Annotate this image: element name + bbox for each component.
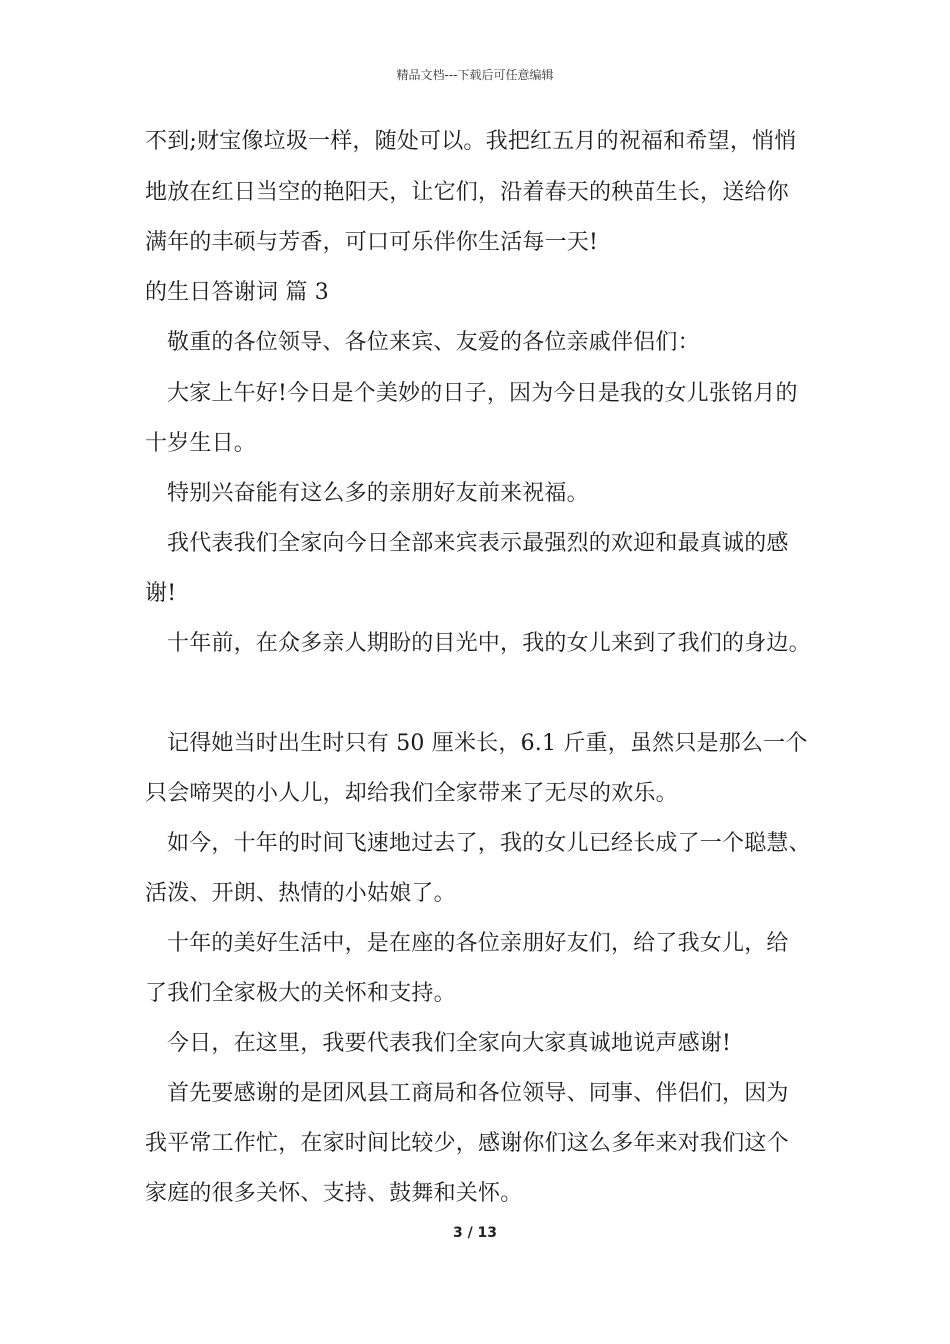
section-heading: 的生日答谢词 篇 3 bbox=[145, 280, 329, 305]
body-line: 我平常工作忙，在家时间比较少，感谢你们这么多年来对我们这个 bbox=[145, 1131, 789, 1156]
body-line: 我代表我们全家向今日全部来宾表示最强烈的欢迎和最真诚的感 bbox=[167, 531, 789, 556]
body-line: 敬重的各位领导、各位来宾、友爱的各位亲戚伴侣们： bbox=[167, 330, 700, 355]
body-line: 地放在红日当空的艳阳天，让它们，沿着春天的秧苗生长，送给你 bbox=[145, 180, 789, 205]
body-line: 了我们全家极大的关怀和支持。 bbox=[145, 981, 456, 1006]
body-line: 今日，在这里，我要代表我们全家向大家真诚地说声感谢! bbox=[167, 1031, 732, 1056]
body-line: 首先要感谢的是团风县工商局和各位领导、同事、伴侣们，因为 bbox=[167, 1081, 789, 1106]
body-line: 十岁生日。 bbox=[145, 431, 257, 456]
page-number: 3 / 13 bbox=[452, 1225, 498, 1241]
body-line: 十年的美好生活中，是在座的各位亲朋好友们，给了我女儿，给 bbox=[167, 931, 789, 956]
body-line: 大家上午好!今日是个美妙的日子，因为今日是我的女儿张铭月的 bbox=[167, 381, 798, 406]
body-line: 记得她当时出生时只有 50 厘米长，6.1 斤重，虽然只是那么一个 bbox=[167, 731, 808, 756]
body-line: 谢! bbox=[145, 581, 177, 606]
body-line: 只会啼哭的小人儿，却给我们全家带来了无尽的欢乐。 bbox=[145, 781, 678, 806]
body-line: 十年前，在众多亲人期盼的目光中，我的女儿来到了我们的身边。 bbox=[167, 631, 811, 656]
body-line: 满年的丰硕与芳香，可口可乐伴你生活每一天! bbox=[145, 230, 599, 255]
body-line: 活泼、开朗、热情的小姑娘了。 bbox=[145, 881, 456, 906]
body-line: 如今，十年的时间飞速地过去了，我的女儿已经长成了一个聪慧、 bbox=[167, 831, 811, 856]
body-line: 特别兴奋能有这么多的亲朋好友前来祝福。 bbox=[167, 481, 589, 506]
body-line: 家庭的很多关怀、支持、鼓舞和关怀。 bbox=[145, 1181, 523, 1206]
page-header: 精品文档---下载后可任意编辑 bbox=[396, 68, 554, 82]
body-line: 不到;财宝像垃圾一样，随处可以。我把红五月的祝福和希望，悄悄 bbox=[145, 129, 797, 154]
